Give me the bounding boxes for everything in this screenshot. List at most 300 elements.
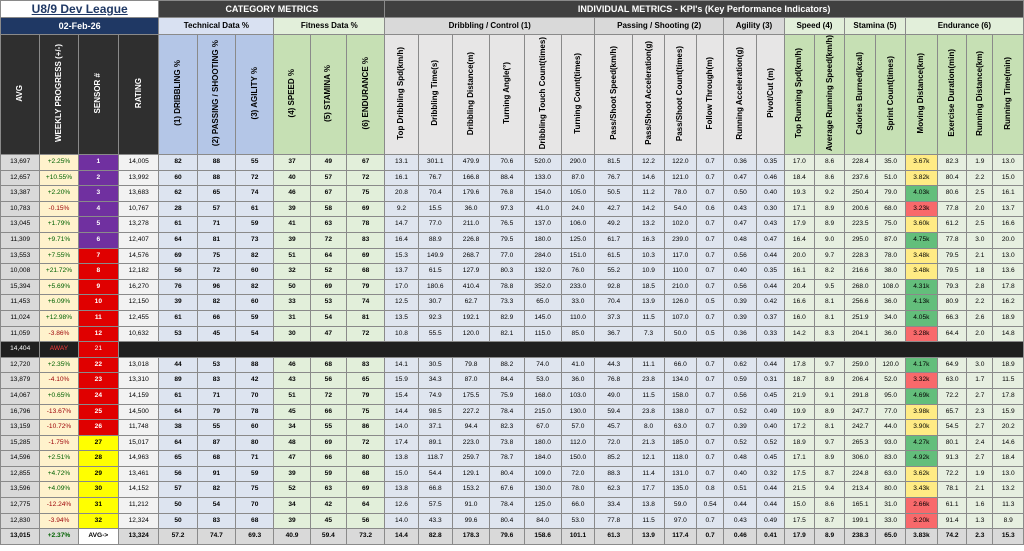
kpi-cell: 210.0: [664, 279, 696, 295]
category-cell: 56: [347, 513, 385, 529]
category-cell: 54: [236, 326, 274, 342]
kpi-cell: 8.7: [814, 513, 844, 529]
kpi-cell: 97.3: [490, 201, 524, 217]
kpi-cell: 57.5: [418, 498, 452, 514]
date-label: 02-Feb-26: [1, 18, 159, 35]
avg-cell: 12,720: [1, 357, 40, 373]
table-row: [1, 170, 1024, 186]
rating-cell: 10,767: [119, 201, 159, 217]
col-avg-header: AVG: [1, 35, 40, 155]
category-cell: 74: [347, 295, 385, 311]
kpi-cell: 16.3: [633, 232, 664, 248]
category-cell: 53: [159, 326, 197, 342]
kpi-cell: 79.3: [938, 279, 967, 295]
category-cell: 88: [236, 357, 274, 373]
weekly-progress-cell: +2.37%: [40, 529, 78, 545]
kpi-cell: 79.5: [490, 232, 524, 248]
kpi-cell: 3.43k: [905, 482, 937, 498]
kpi-cell: 38.0: [876, 264, 905, 280]
kpi-cell: 0.7: [696, 232, 723, 248]
category-cell: 69.3: [236, 529, 274, 545]
kpi-cell: 68.0: [876, 201, 905, 217]
kpi-cell: 79.5: [938, 264, 967, 280]
category-cell: 40.9: [274, 529, 310, 545]
kpi-cell: 15.4: [385, 388, 418, 404]
kpi-cell: 88.3: [595, 466, 633, 482]
kpi-cell: 88.4: [490, 170, 524, 186]
kpi-cell: 0.49: [757, 404, 784, 420]
kpi-cell: 14.0: [385, 513, 418, 529]
kpi-cell: 118.7: [418, 451, 452, 467]
kpi-cell: 80.6: [938, 186, 967, 202]
kpi-cell: 3.90k: [905, 420, 937, 436]
kpi-cell: 0.49: [757, 513, 784, 529]
category-cell: 81: [347, 310, 385, 326]
kpi-cell: 13.8: [385, 451, 418, 467]
kpi-cell: 133.0: [524, 170, 561, 186]
category-cell: 60: [236, 264, 274, 280]
category-cell: 72: [310, 232, 346, 248]
category-cell: 54: [197, 498, 235, 514]
category-metrics-title: CATEGORY METRICS: [159, 1, 385, 18]
rating-cell: 13,018: [119, 357, 159, 373]
kpi-cell: 0.46: [724, 529, 757, 545]
kpi-cell: 121.0: [664, 170, 696, 186]
category-cell: 76: [159, 279, 197, 295]
kpi-cell: 54.4: [418, 466, 452, 482]
category-cell: 45: [274, 404, 310, 420]
kpi-cell: 112.0: [561, 435, 594, 451]
kpi-cell: 0.46: [757, 170, 784, 186]
col-weekly-header: WEEKLY PROGRESS (+/-): [40, 35, 78, 155]
kpi-cell: 72.2: [938, 388, 967, 404]
kpi-cell: 0.62: [724, 357, 757, 373]
kpi-cell: 8.6: [814, 498, 844, 514]
kpi-cell: 79.0: [876, 186, 905, 202]
kpi-cell: 120.0: [452, 326, 489, 342]
weekly-progress-cell: +0.65%: [40, 388, 78, 404]
rating-cell: 12,455: [119, 310, 159, 326]
kpi-cell: 295.0: [845, 232, 876, 248]
kpi-cell: 67.6: [490, 482, 524, 498]
sensor-cell: 23: [78, 373, 118, 389]
category-cell: 41: [274, 217, 310, 233]
kpi-cell: 36.0: [452, 201, 489, 217]
kpi-cell: 0.36: [724, 326, 757, 342]
kpi-cell: 0.7: [696, 264, 723, 280]
kpi-cell: 185.0: [664, 435, 696, 451]
category-cell: 39: [274, 513, 310, 529]
category-cell: 82: [236, 279, 274, 295]
table-row: [1, 295, 1024, 311]
category-cell: 32: [274, 264, 310, 280]
kpi-cell: 4.27k: [905, 435, 937, 451]
kpi-cell: 2.6: [967, 310, 993, 326]
away-blank: [119, 342, 1024, 358]
kpi-cell: 0.54: [696, 498, 723, 514]
kpi-cell: 0.48: [724, 451, 757, 467]
kpi-cell: 1.9: [967, 466, 993, 482]
weekly-progress-cell: -3.94%: [40, 513, 78, 529]
table-row: [1, 451, 1024, 467]
kpi-cell: 213.4: [845, 482, 876, 498]
kpi-cell: 8.9: [814, 373, 844, 389]
col-kpi-header: Pivot/Cut (m): [757, 35, 784, 155]
kpi-cell: 62.7: [452, 295, 489, 311]
kpi-cell: 70.4: [595, 295, 633, 311]
kpi-cell: 17.8: [993, 388, 1024, 404]
kpi-cell: 11.5: [633, 310, 664, 326]
kpi-cell: 2.5: [967, 186, 993, 202]
category-cell: 88: [197, 155, 235, 171]
kpi-cell: 16.0: [784, 310, 814, 326]
kpi-cell: 81.5: [595, 155, 633, 171]
kpi-cell: 13.9: [633, 529, 664, 545]
kpi-cell: 36.0: [561, 373, 594, 389]
category-cell: 60: [159, 170, 197, 186]
kpi-cell: 91.0: [452, 498, 489, 514]
footer-row: [1, 529, 1024, 545]
kpi-cell: 0.48: [724, 232, 757, 248]
kpi-cell: 14.6: [633, 170, 664, 186]
kpi-cell: 110.0: [664, 264, 696, 280]
avg-cell: 13,697: [1, 155, 40, 171]
kpi-cell: 284.0: [524, 248, 561, 264]
kpi-cell: 30.5: [418, 357, 452, 373]
kpi-cell: 166.8: [452, 170, 489, 186]
kpi-cell: 3.48k: [905, 248, 937, 264]
kpi-cell: 0.7: [696, 435, 723, 451]
kpi-cell: 4.17k: [905, 357, 937, 373]
kpi-cell: 13.7: [385, 264, 418, 280]
kpi-cell: 9.1: [814, 388, 844, 404]
avg-cell: 11,309: [1, 232, 40, 248]
kpi-cell: 4.31k: [905, 279, 937, 295]
kpi-cell: 82.1: [490, 326, 524, 342]
rating-cell: 11,748: [119, 420, 159, 436]
category-cell: 55: [310, 420, 346, 436]
table-row: [1, 310, 1024, 326]
kpi-cell: 184.0: [524, 451, 561, 467]
table-row: [1, 357, 1024, 373]
table-row: [1, 373, 1024, 389]
kpi-cell: 66.0: [561, 498, 594, 514]
weekly-progress-cell: +2.51%: [40, 451, 78, 467]
avg-cell: 13,045: [1, 217, 40, 233]
kpi-cell: 9.5: [814, 279, 844, 295]
kpi-cell: 2.2: [967, 295, 993, 311]
category-cell: 57: [159, 482, 197, 498]
kpi-cell: 352.0: [524, 279, 561, 295]
category-cell: 48: [274, 435, 310, 451]
kpi-cell: 99.6: [452, 513, 489, 529]
kpi-cell: 118.0: [664, 451, 696, 467]
kpi-cell: 63.0: [938, 373, 967, 389]
kpi-cell: 23.8: [633, 373, 664, 389]
kpi-cell: 2.1: [967, 482, 993, 498]
kpi-cell: 0.40: [757, 420, 784, 436]
kpi-cell: 0.47: [757, 232, 784, 248]
category-cell: 83: [197, 373, 235, 389]
kpi-cell: 61.2: [938, 217, 967, 233]
kpi-cell: 72.0: [595, 435, 633, 451]
category-cell: 72: [347, 170, 385, 186]
kpi-cell: 2.1: [967, 248, 993, 264]
category-cell: 71: [197, 217, 235, 233]
kpi-cell: 0.32: [757, 466, 784, 482]
kpi-cell: 15.0: [993, 170, 1024, 186]
weekly-progress-cell: +9.71%: [40, 232, 78, 248]
category-cell: 53: [197, 357, 235, 373]
kpi-cell: 14.4: [385, 404, 418, 420]
category-cell: 64: [159, 232, 197, 248]
kpi-cell: 268.7: [452, 248, 489, 264]
kpi-cell: 77.0: [418, 217, 452, 233]
kpi-cell: 54.0: [664, 201, 696, 217]
kpi-cell: 31.0: [876, 498, 905, 514]
kpi-cell: 2.0: [967, 326, 993, 342]
kpi-cell: 165.1: [845, 498, 876, 514]
kpi-cell: 92.3: [418, 310, 452, 326]
category-cell: 37: [274, 155, 310, 171]
kpi-cell: 238.3: [845, 529, 876, 545]
kpi-cell: 19.9: [784, 404, 814, 420]
table-row: [1, 279, 1024, 295]
col-kpi-header: Pass/Shoot Speed(km/h): [595, 35, 633, 155]
kpi-cell: 75.0: [876, 217, 905, 233]
sensor-cell: 12: [78, 326, 118, 342]
kpi-cell: 17.2: [784, 420, 814, 436]
kpi-cell: 61.5: [595, 248, 633, 264]
kpi-cell: 0.47: [724, 170, 757, 186]
rating-cell: 16,270: [119, 279, 159, 295]
kpi-cell: 16.6: [993, 217, 1024, 233]
category-cell: 60: [236, 295, 274, 311]
category-cell: 31: [274, 310, 310, 326]
category-cell: 59: [236, 466, 274, 482]
kpi-cell: 2.5: [967, 217, 993, 233]
kpi-cell: 73.8: [490, 435, 524, 451]
kpi-cell: 211.0: [452, 217, 489, 233]
kpi-cell: 1.6: [967, 498, 993, 514]
kpi-cell: 306.0: [845, 451, 876, 467]
kpi-cell: 11.5: [993, 373, 1024, 389]
kpi-cell: 102.0: [664, 217, 696, 233]
kpi-cell: 268.0: [845, 279, 876, 295]
kpi-cell: 17.1: [784, 451, 814, 467]
kpi-cell: 13.8: [633, 498, 664, 514]
kpi-cell: 9.7: [814, 248, 844, 264]
kpi-cell: 137.0: [524, 217, 561, 233]
kpi-cell: 0.56: [724, 248, 757, 264]
col-sensor-header: SENSOR #: [78, 35, 118, 155]
kpi-cell: 92.8: [595, 279, 633, 295]
kpi-cell: 179.6: [452, 186, 489, 202]
kpi-cell: 14.1: [385, 357, 418, 373]
category-cell: 72: [197, 264, 235, 280]
kpi-cell: 2.3: [967, 529, 993, 545]
table-row: [1, 201, 1024, 217]
kpi-cell: 49.2: [595, 217, 633, 233]
table-row: [1, 232, 1024, 248]
weekly-progress-cell: +5.69%: [40, 279, 78, 295]
weekly-progress-cell: +6.09%: [40, 295, 78, 311]
kpi-cell: 16.1: [784, 264, 814, 280]
col-stamina-header: (5) STAMINA %: [310, 35, 346, 155]
kpi-cell: 223.5: [845, 217, 876, 233]
kpi-cell: 259.7: [452, 451, 489, 467]
kpi-cell: 154.0: [524, 186, 561, 202]
kpi-cell: 180.6: [418, 279, 452, 295]
category-cell: 82: [197, 295, 235, 311]
kpi-cell: 44.0: [876, 420, 905, 436]
kpi-cell: 17.0: [385, 279, 418, 295]
kpi-cell: 57.0: [561, 420, 594, 436]
kpi-cell: 17.8: [784, 357, 814, 373]
rating-cell: 13,310: [119, 373, 159, 389]
weekly-progress-cell: -12.24%: [40, 498, 78, 514]
kpi-cell: 3.28k: [905, 326, 937, 342]
table-row: [1, 264, 1024, 280]
kpi-cell: 36.7: [595, 326, 633, 342]
kpi-cell: 0.44: [724, 498, 757, 514]
kpi-cell: 3.83k: [905, 529, 937, 545]
group-agility-header: Agility (3): [724, 18, 785, 35]
category-cell: 79: [347, 388, 385, 404]
kpi-cell: 145.0: [524, 310, 561, 326]
kpi-cell: 8.2: [814, 264, 844, 280]
sensor-cell: 29: [78, 466, 118, 482]
avg-cell: 11,059: [1, 326, 40, 342]
category-cell: 83: [347, 232, 385, 248]
kpi-cell: 74.0: [524, 357, 561, 373]
kpi-cell: 2.3: [967, 404, 993, 420]
kpi-cell: 64.4: [938, 326, 967, 342]
avg-cell: 13,387: [1, 186, 40, 202]
sensor-cell: 22: [78, 357, 118, 373]
league-title: U8/9 Dev League: [1, 1, 159, 18]
kpi-cell: 242.7: [845, 420, 876, 436]
kpi-cell: 4.13k: [905, 295, 937, 311]
kpi-cell: 33.0: [561, 295, 594, 311]
rating-cell: 14,500: [119, 404, 159, 420]
category-cell: 66: [310, 404, 346, 420]
kpi-cell: 98.5: [418, 404, 452, 420]
kpi-cell: 84.4: [490, 373, 524, 389]
category-cell: 89: [159, 373, 197, 389]
kpi-cell: 14.0: [385, 420, 418, 436]
category-cell: 69: [310, 279, 346, 295]
kpi-cell: 122.0: [664, 155, 696, 171]
avg-cell: 13,159: [1, 420, 40, 436]
category-cell: 75: [197, 248, 235, 264]
col-passing-header: (2) PASSING / SHOOTING %: [197, 35, 235, 155]
kpi-cell: 233.0: [561, 279, 594, 295]
kpi-cell: 15.9: [385, 373, 418, 389]
kpi-cell: 77.0: [876, 404, 905, 420]
category-cell: 52: [274, 482, 310, 498]
category-cell: 74.7: [197, 529, 235, 545]
table-row: [1, 466, 1024, 482]
kpi-cell: 10.3: [633, 248, 664, 264]
kpi-cell: 13.6: [993, 264, 1024, 280]
kpi-cell: 61.7: [595, 232, 633, 248]
weekly-progress-cell: +10.55%: [40, 170, 78, 186]
kpi-cell: 12.5: [385, 295, 418, 311]
kpi-cell: 107.0: [664, 310, 696, 326]
avg-cell: 13,015: [1, 529, 40, 545]
category-cell: 46: [274, 186, 310, 202]
kpi-cell: 13.2: [993, 482, 1024, 498]
kpi-cell: 0.52: [724, 404, 757, 420]
weekly-progress-cell: +1.79%: [40, 217, 78, 233]
kpi-cell: 117.0: [664, 248, 696, 264]
kpi-cell: 259.0: [845, 357, 876, 373]
kpi-cell: 79.6: [490, 529, 524, 545]
category-cell: 47: [310, 326, 346, 342]
category-cell: 64: [310, 248, 346, 264]
kpi-cell: 4.92k: [905, 451, 937, 467]
rating-cell: 14,005: [119, 155, 159, 171]
avg-cell: 11,453: [1, 295, 40, 311]
kpi-cell: 35.0: [876, 155, 905, 171]
kpi-cell: 17.0: [784, 155, 814, 171]
rating-cell: 12,150: [119, 295, 159, 311]
kpi-cell: 34.3: [418, 373, 452, 389]
kpi-cell: 0.30: [757, 201, 784, 217]
kpi-cell: 0.50: [724, 186, 757, 202]
kpi-cell: 520.0: [524, 155, 561, 171]
kpi-cell: 77.0: [490, 248, 524, 264]
kpi-cell: 178.3: [452, 529, 489, 545]
kpi-cell: 37.1: [418, 420, 452, 436]
kpi-cell: 115.0: [524, 326, 561, 342]
category-cell: 81: [197, 232, 235, 248]
group-speed-header: Speed (4): [784, 18, 845, 35]
kpi-cell: 223.0: [452, 435, 489, 451]
kpi-cell: 50.5: [595, 186, 633, 202]
category-cell: 42: [310, 498, 346, 514]
category-cell: 64: [159, 435, 197, 451]
category-cell: 52: [310, 264, 346, 280]
kpi-cell: 18.9: [784, 435, 814, 451]
category-cell: 28: [159, 201, 197, 217]
category-cell: 70: [236, 388, 274, 404]
kpi-cell: 0.7: [696, 279, 723, 295]
avg-cell: 14,067: [1, 388, 40, 404]
category-cell: 75: [347, 404, 385, 420]
category-cell: 50: [274, 279, 310, 295]
kpi-cell: 108.0: [876, 279, 905, 295]
category-cell: 39: [159, 295, 197, 311]
category-cell: 63: [310, 482, 346, 498]
avg-cell: 15,285: [1, 435, 40, 451]
kpi-cell: 8.9: [814, 451, 844, 467]
col-kpi-header: Follow Through(m): [696, 35, 723, 155]
kpi-cell: 72.0: [561, 466, 594, 482]
avg-cell: 12,855: [1, 466, 40, 482]
category-cell: 67: [310, 186, 346, 202]
category-cell: 57: [310, 170, 346, 186]
kpi-cell: 0.5: [696, 326, 723, 342]
kpi-cell: 180.0: [524, 435, 561, 451]
kpi-cell: 9.4: [814, 482, 844, 498]
kpi-cell: 44.3: [595, 357, 633, 373]
sensor-cell: 31: [78, 498, 118, 514]
kpi-cell: 180.0: [524, 232, 561, 248]
category-cell: 86: [347, 420, 385, 436]
kpi-cell: 15.0: [784, 498, 814, 514]
